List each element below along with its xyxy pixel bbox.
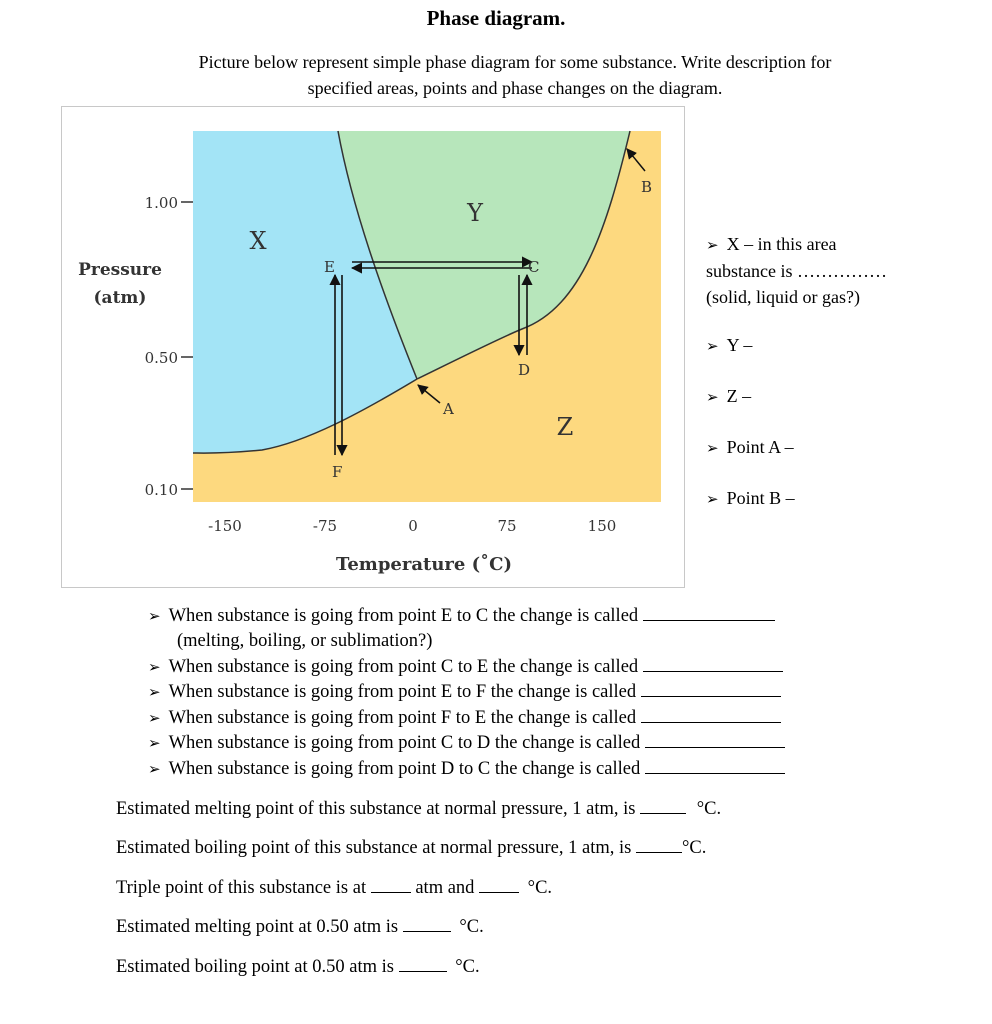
note-x — [706, 231, 887, 310]
bullet-arrow-icon: ➢ — [148, 685, 161, 701]
x-tick-label-0: 0 — [408, 517, 418, 535]
y-axis-title-line-2: (atm) — [93, 288, 147, 308]
answer-blank[interactable] — [643, 603, 775, 621]
point-label-e: E — [324, 258, 335, 276]
region-label-y: Y — [467, 199, 483, 227]
answer-blank[interactable] — [641, 679, 781, 697]
page-title: Phase diagram. — [426, 6, 566, 30]
estimate-boiling-1atm: Estimated boiling point of this substance at normal pressure, 1 atm, is °C. — [116, 835, 706, 859]
intro-paragraph — [130, 49, 900, 101]
answer-blank[interactable] — [479, 875, 519, 893]
answer-blank[interactable] — [645, 730, 785, 748]
bullet-arrow-icon: ➢ — [148, 736, 161, 752]
note-z: ➢ Z – — [706, 386, 752, 406]
intro-line-2: specified areas, points and phase changes on the diagram. — [307, 78, 723, 98]
estimate-boiling-050: Estimated boiling point at 0.50 atm is °C. — [116, 954, 480, 978]
note-x-line-3: (solid, liquid or gas?) — [706, 287, 860, 307]
bullet-arrow-icon: ➢ — [706, 238, 719, 254]
point-label-d: D — [517, 361, 531, 379]
x-tick-label-75: 75 — [497, 517, 517, 535]
answer-blank[interactable] — [399, 954, 447, 972]
answer-blank[interactable] — [636, 835, 682, 853]
point-label-a: A — [443, 400, 454, 418]
answer-blank[interactable] — [643, 654, 783, 672]
estimate-melting-050: Estimated melting point at 0.50 atm is °C. — [116, 914, 484, 938]
bullet-arrow-icon: ➢ — [148, 762, 161, 778]
note-x-line-1: X – in this area — [726, 234, 837, 254]
bullet-arrow-icon: ➢ — [706, 339, 719, 355]
bullet-arrow-icon: ➢ — [148, 660, 161, 676]
triple-point-question: Triple point of this substance is at atm and °C. — [116, 875, 552, 899]
bullet-arrow-icon: ➢ — [148, 609, 161, 625]
y-axis-title-line-1: Pressure — [78, 260, 162, 280]
question-e-to-f: ➢ When substance is going from point E to F the change is called — [148, 679, 781, 707]
y-tick-label-0-10: 0.10 — [144, 481, 178, 499]
note-point-b: ➢ Point B – — [706, 488, 795, 508]
answer-blank[interactable] — [645, 756, 785, 774]
question-c-to-e: ➢ When substance is going from point C to E the change is called — [148, 654, 783, 682]
phase-diagram-svg — [62, 107, 684, 587]
note-x-line-2: substance is …………… — [706, 261, 887, 281]
y-tick-label-0-50: 0.50 — [144, 349, 178, 367]
answer-blank[interactable] — [641, 705, 781, 723]
question-f-to-e: ➢ When substance is going from point F to E the change is called — [148, 705, 781, 733]
x-tick-label-150: 150 — [587, 517, 617, 535]
region-label-x: X — [249, 227, 267, 255]
bullet-arrow-icon: ➢ — [706, 441, 719, 457]
y-tick-label-1-00: 1.00 — [144, 194, 178, 212]
intro-line-1: Picture below represent simple phase diagram for some substance. Write description for — [198, 52, 832, 72]
answer-blank[interactable] — [371, 875, 411, 893]
answer-blank[interactable] — [640, 796, 686, 814]
bullet-arrow-icon: ➢ — [706, 390, 719, 406]
region-label-z: Z — [556, 413, 574, 441]
x-tick-label-minus-150: -150 — [208, 517, 242, 535]
x-tick-label-minus-75: -75 — [312, 517, 338, 535]
question-c-to-d: ➢ When substance is going from point C to D the change is called — [148, 730, 785, 758]
question-d-to-c: ➢ When substance is going from point D to C the change is called — [148, 756, 785, 784]
estimate-melting-1atm: Estimated melting point of this substance at normal pressure, 1 atm, is °C. — [116, 796, 721, 820]
x-axis-title: Temperature (˚C) — [336, 554, 512, 575]
phase-diagram-figure — [61, 106, 685, 588]
answer-blank[interactable] — [403, 914, 451, 932]
point-label-c: C — [528, 258, 540, 276]
bullet-arrow-icon: ➢ — [148, 711, 161, 727]
note-y: ➢ Y – — [706, 335, 753, 355]
question-e-to-c-hint: (melting, boiling, or sublimation?) — [177, 631, 433, 651]
bullet-arrow-icon: ➢ — [706, 492, 719, 508]
question-e-to-c: ➢ When substance is going from point E to C the change is called — [148, 603, 775, 631]
note-point-a: ➢ Point A – — [706, 437, 794, 457]
point-label-f: F — [332, 463, 343, 481]
point-label-b: B — [641, 178, 653, 196]
